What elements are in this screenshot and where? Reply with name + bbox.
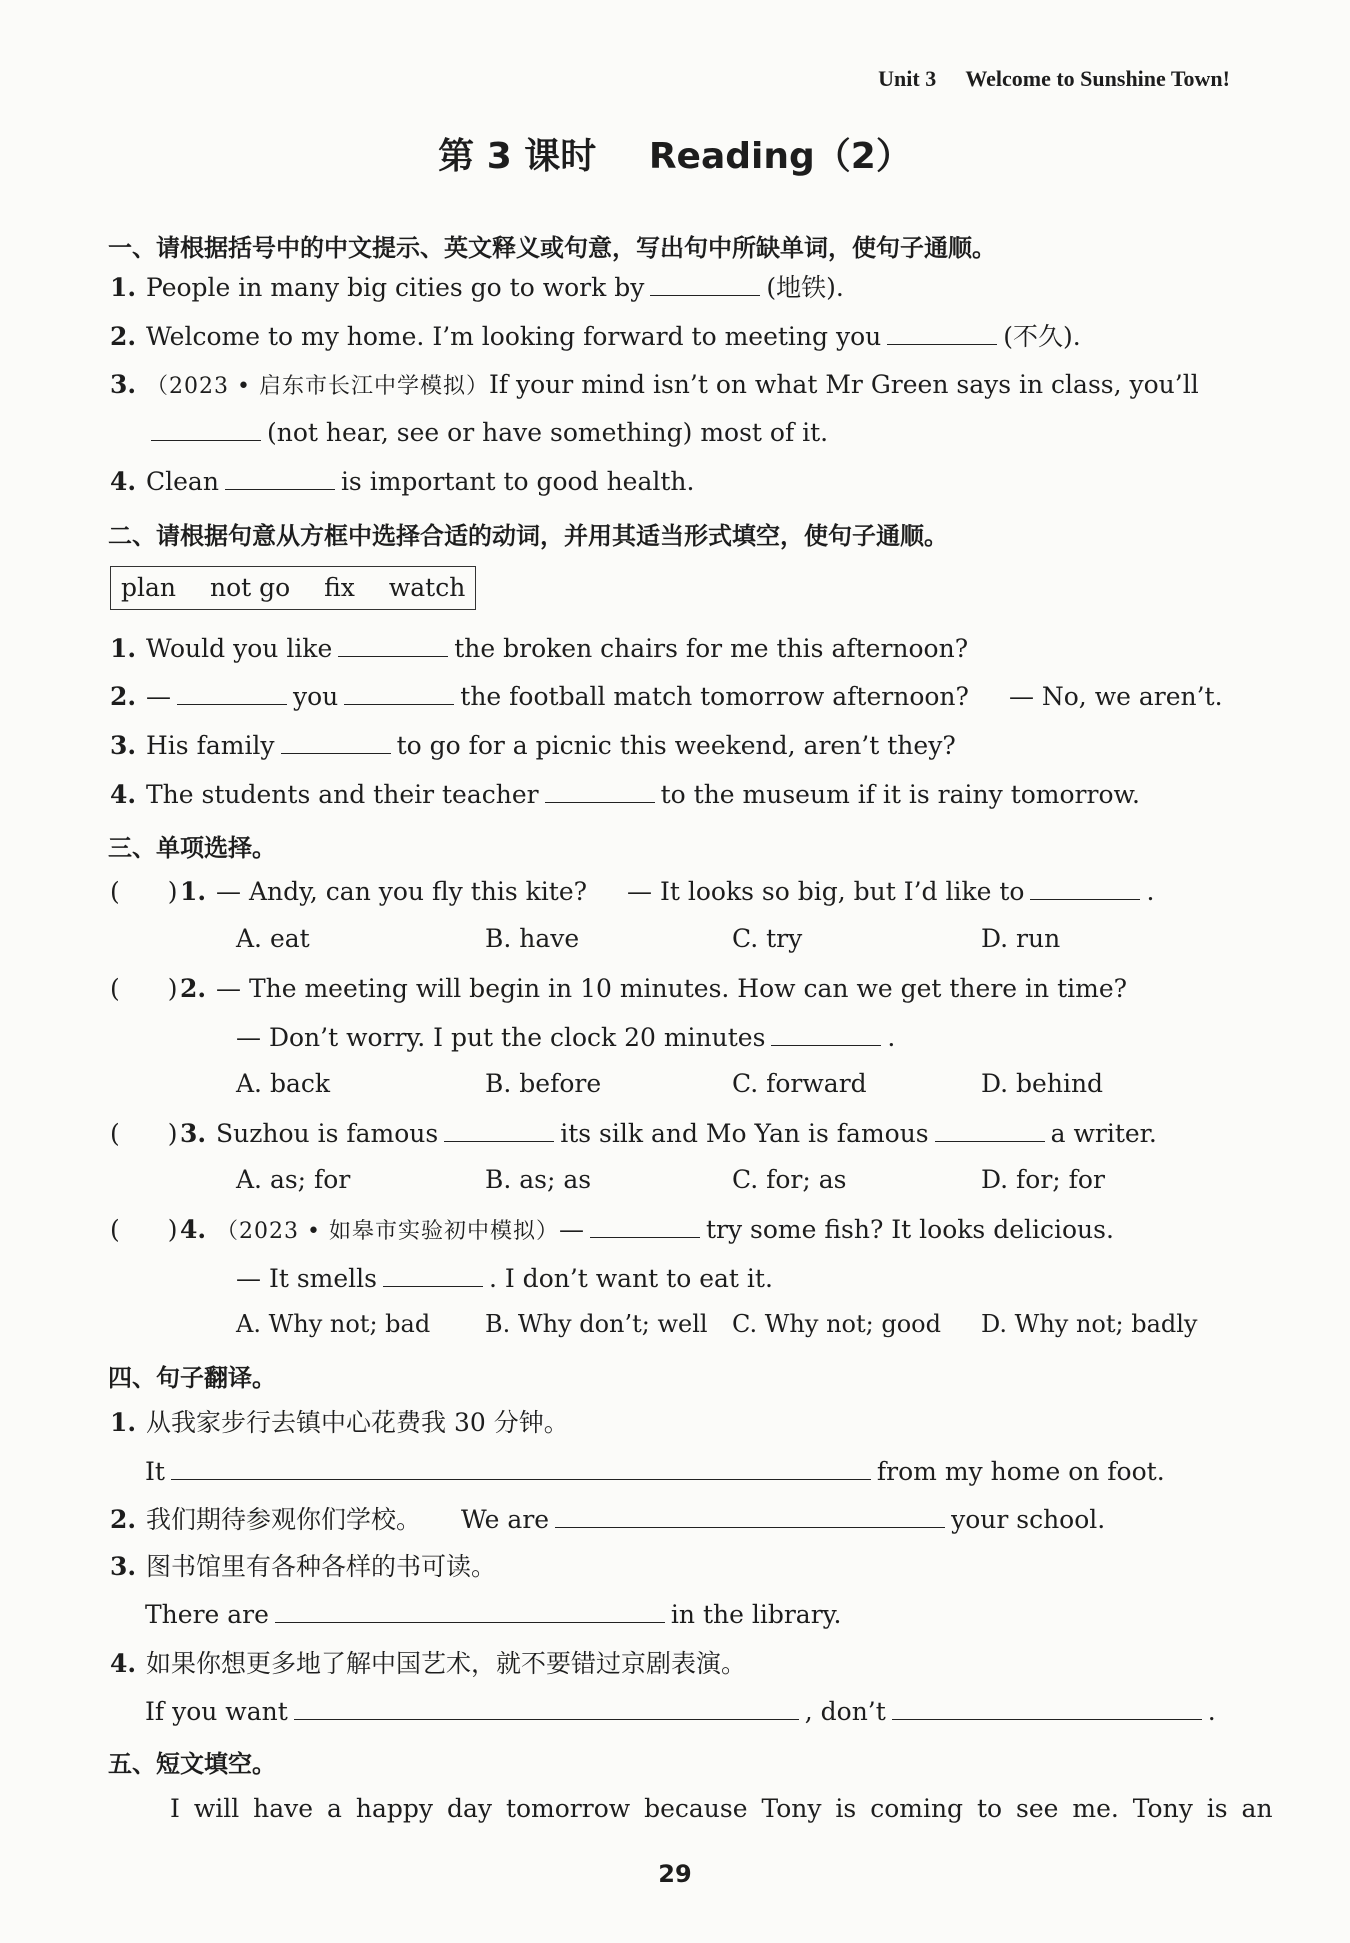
answer-blank[interactable] (281, 729, 391, 754)
s3-question-3: ( )3. Suzhou is famous its silk and Mo Yan is famous a writer. (110, 1119, 1157, 1148)
lesson-title (0, 128, 1350, 179)
answer-blank[interactable] (171, 1455, 871, 1480)
question-source: （2023 • 启东市长江中学模拟） (146, 374, 489, 399)
s3-question-2-reply: — Don’t worry. I put the clock 20 minutes . (236, 1023, 896, 1052)
s3-question-2: ( )2. — The meeting will begin in 10 minutes. How can we get there in time? (110, 974, 1128, 1003)
answer-blank[interactable] (887, 320, 997, 345)
s4-question-4: 4. 如果你想更多地了解中国艺术，就不要错过京剧表演。 (110, 1649, 747, 1678)
word-bank-item: plan (121, 573, 177, 602)
word-bank-item: not go (209, 573, 291, 602)
answer-blank[interactable] (892, 1695, 1202, 1720)
s1-question-3: 3. （2023 • 启东市长江中学模拟）If your mind isn’t on what Mr Green says in class, you’ll (110, 370, 1199, 399)
s2-question-2: 2. — you the football match tomorrow afternoon? — No, we aren’t. (110, 682, 1223, 711)
page-number: 29 (658, 1860, 692, 1888)
s1-question-3-cont: (not hear, see or have something) most of it. (145, 416, 828, 450)
word-bank-item: fix (324, 573, 355, 602)
option-d[interactable]: D. run (981, 924, 1061, 953)
lesson-title-cn: 第 3 课时 (438, 136, 597, 177)
answer-blank[interactable] (545, 778, 655, 803)
option-c[interactable]: C. try (732, 924, 803, 953)
section3-heading: 三、单项选择。 (108, 834, 276, 862)
s2-question-1: 1. Would you like the broken chairs for me this afternoon? (110, 634, 969, 663)
answer-blank[interactable] (444, 1117, 554, 1142)
s3-question-4: ( )4. （2023 • 如皋市实验初中模拟）— try some fish? It looks delicious. (110, 1215, 1114, 1244)
answer-blank[interactable] (935, 1117, 1045, 1142)
answer-blank[interactable] (294, 1695, 799, 1720)
option-d[interactable]: D. behind (981, 1069, 1104, 1098)
section5-heading: 五、短文填空。 (108, 1750, 276, 1778)
s2-question-3: 3. His family to go for a picnic this weekend, aren’t they? (110, 731, 956, 760)
section2-heading: 二、请根据句意从方框中选择合适的动词，并用其适当形式填空，使句子通顺。 (108, 522, 948, 550)
answer-blank[interactable] (225, 465, 335, 490)
answer-blank[interactable] (771, 1021, 881, 1046)
s4-question-2: 2. 我们期待参观你们学校。 We are your school. (110, 1505, 1106, 1534)
s4-question-3-answer: There are in the library. (145, 1600, 842, 1629)
word-bank-box (110, 566, 476, 610)
option-b[interactable]: B. before (485, 1069, 602, 1098)
running-header (878, 66, 1230, 92)
answer-blank[interactable] (650, 271, 760, 296)
section4-heading: 四、句子翻译。 (108, 1364, 276, 1392)
s1-question-4: 4. Clean is important to good health. (110, 467, 695, 496)
s5-passage: I will have a happy day tomorrow because Tony is coming to see me. Tony is an (170, 1794, 1273, 1823)
option-c[interactable]: C. for; as (732, 1165, 847, 1194)
question-source: （2023 • 如皋市实验初中模拟） (216, 1219, 559, 1244)
word-bank-item: watch (388, 573, 466, 602)
s4-question-1: 1. 从我家步行去镇中心花费我 30 分钟。 (110, 1408, 569, 1437)
option-c[interactable]: C. Why not; good (732, 1310, 941, 1338)
answer-blank[interactable] (1030, 875, 1140, 900)
lesson-title-en: Reading（2） (648, 136, 912, 177)
s2-question-4: 4. The students and their teacher to the museum if it is rainy tomorrow. (110, 780, 1140, 809)
answer-blank[interactable] (383, 1262, 483, 1287)
answer-blank[interactable] (338, 632, 448, 657)
answer-blank[interactable] (555, 1503, 945, 1528)
answer-blank[interactable] (590, 1213, 700, 1238)
option-a[interactable]: A. back (236, 1069, 331, 1098)
section1-heading: 一、请根据括号中的中文提示、英文释义或句意，写出句中所缺单词，使句子通顺。 (108, 234, 996, 262)
s1-question-1: 1. People in many big cities go to work by (地铁). (110, 273, 844, 302)
option-b[interactable]: B. as; as (485, 1165, 592, 1194)
s3-question-1: ( )1. — Andy, can you fly this kite? — It looks so big, but I’d like to . (110, 877, 1155, 906)
s4-question-3: 3. 图书馆里有各种各样的书可读。 (110, 1552, 497, 1581)
s4-question-1-answer: It from my home on foot. (145, 1457, 1165, 1486)
unit-label: Unit 3 (878, 66, 937, 91)
option-d[interactable]: D. for; for (981, 1165, 1105, 1194)
option-a[interactable]: A. eat (236, 924, 310, 953)
answer-blank[interactable] (344, 680, 454, 705)
unit-title: Welcome to Sunshine Town! (965, 66, 1230, 91)
option-a[interactable]: A. as; for (236, 1165, 351, 1194)
s1-question-2: 2. Welcome to my home. I’m looking forward to meeting you (不久). (110, 322, 1081, 351)
answer-blank[interactable] (275, 1598, 665, 1623)
answer-blank[interactable] (151, 416, 261, 441)
option-b[interactable]: B. Why don’t; well (485, 1310, 708, 1338)
answer-blank[interactable] (177, 680, 287, 705)
s3-question-4-reply: — It smells . I don’t want to eat it. (236, 1264, 773, 1293)
option-b[interactable]: B. have (485, 924, 580, 953)
s4-question-4-answer: If you want , don’t . (145, 1697, 1216, 1726)
option-c[interactable]: C. forward (732, 1069, 867, 1098)
option-d[interactable]: D. Why not; badly (981, 1310, 1198, 1338)
option-a[interactable]: A. Why not; bad (236, 1310, 431, 1338)
